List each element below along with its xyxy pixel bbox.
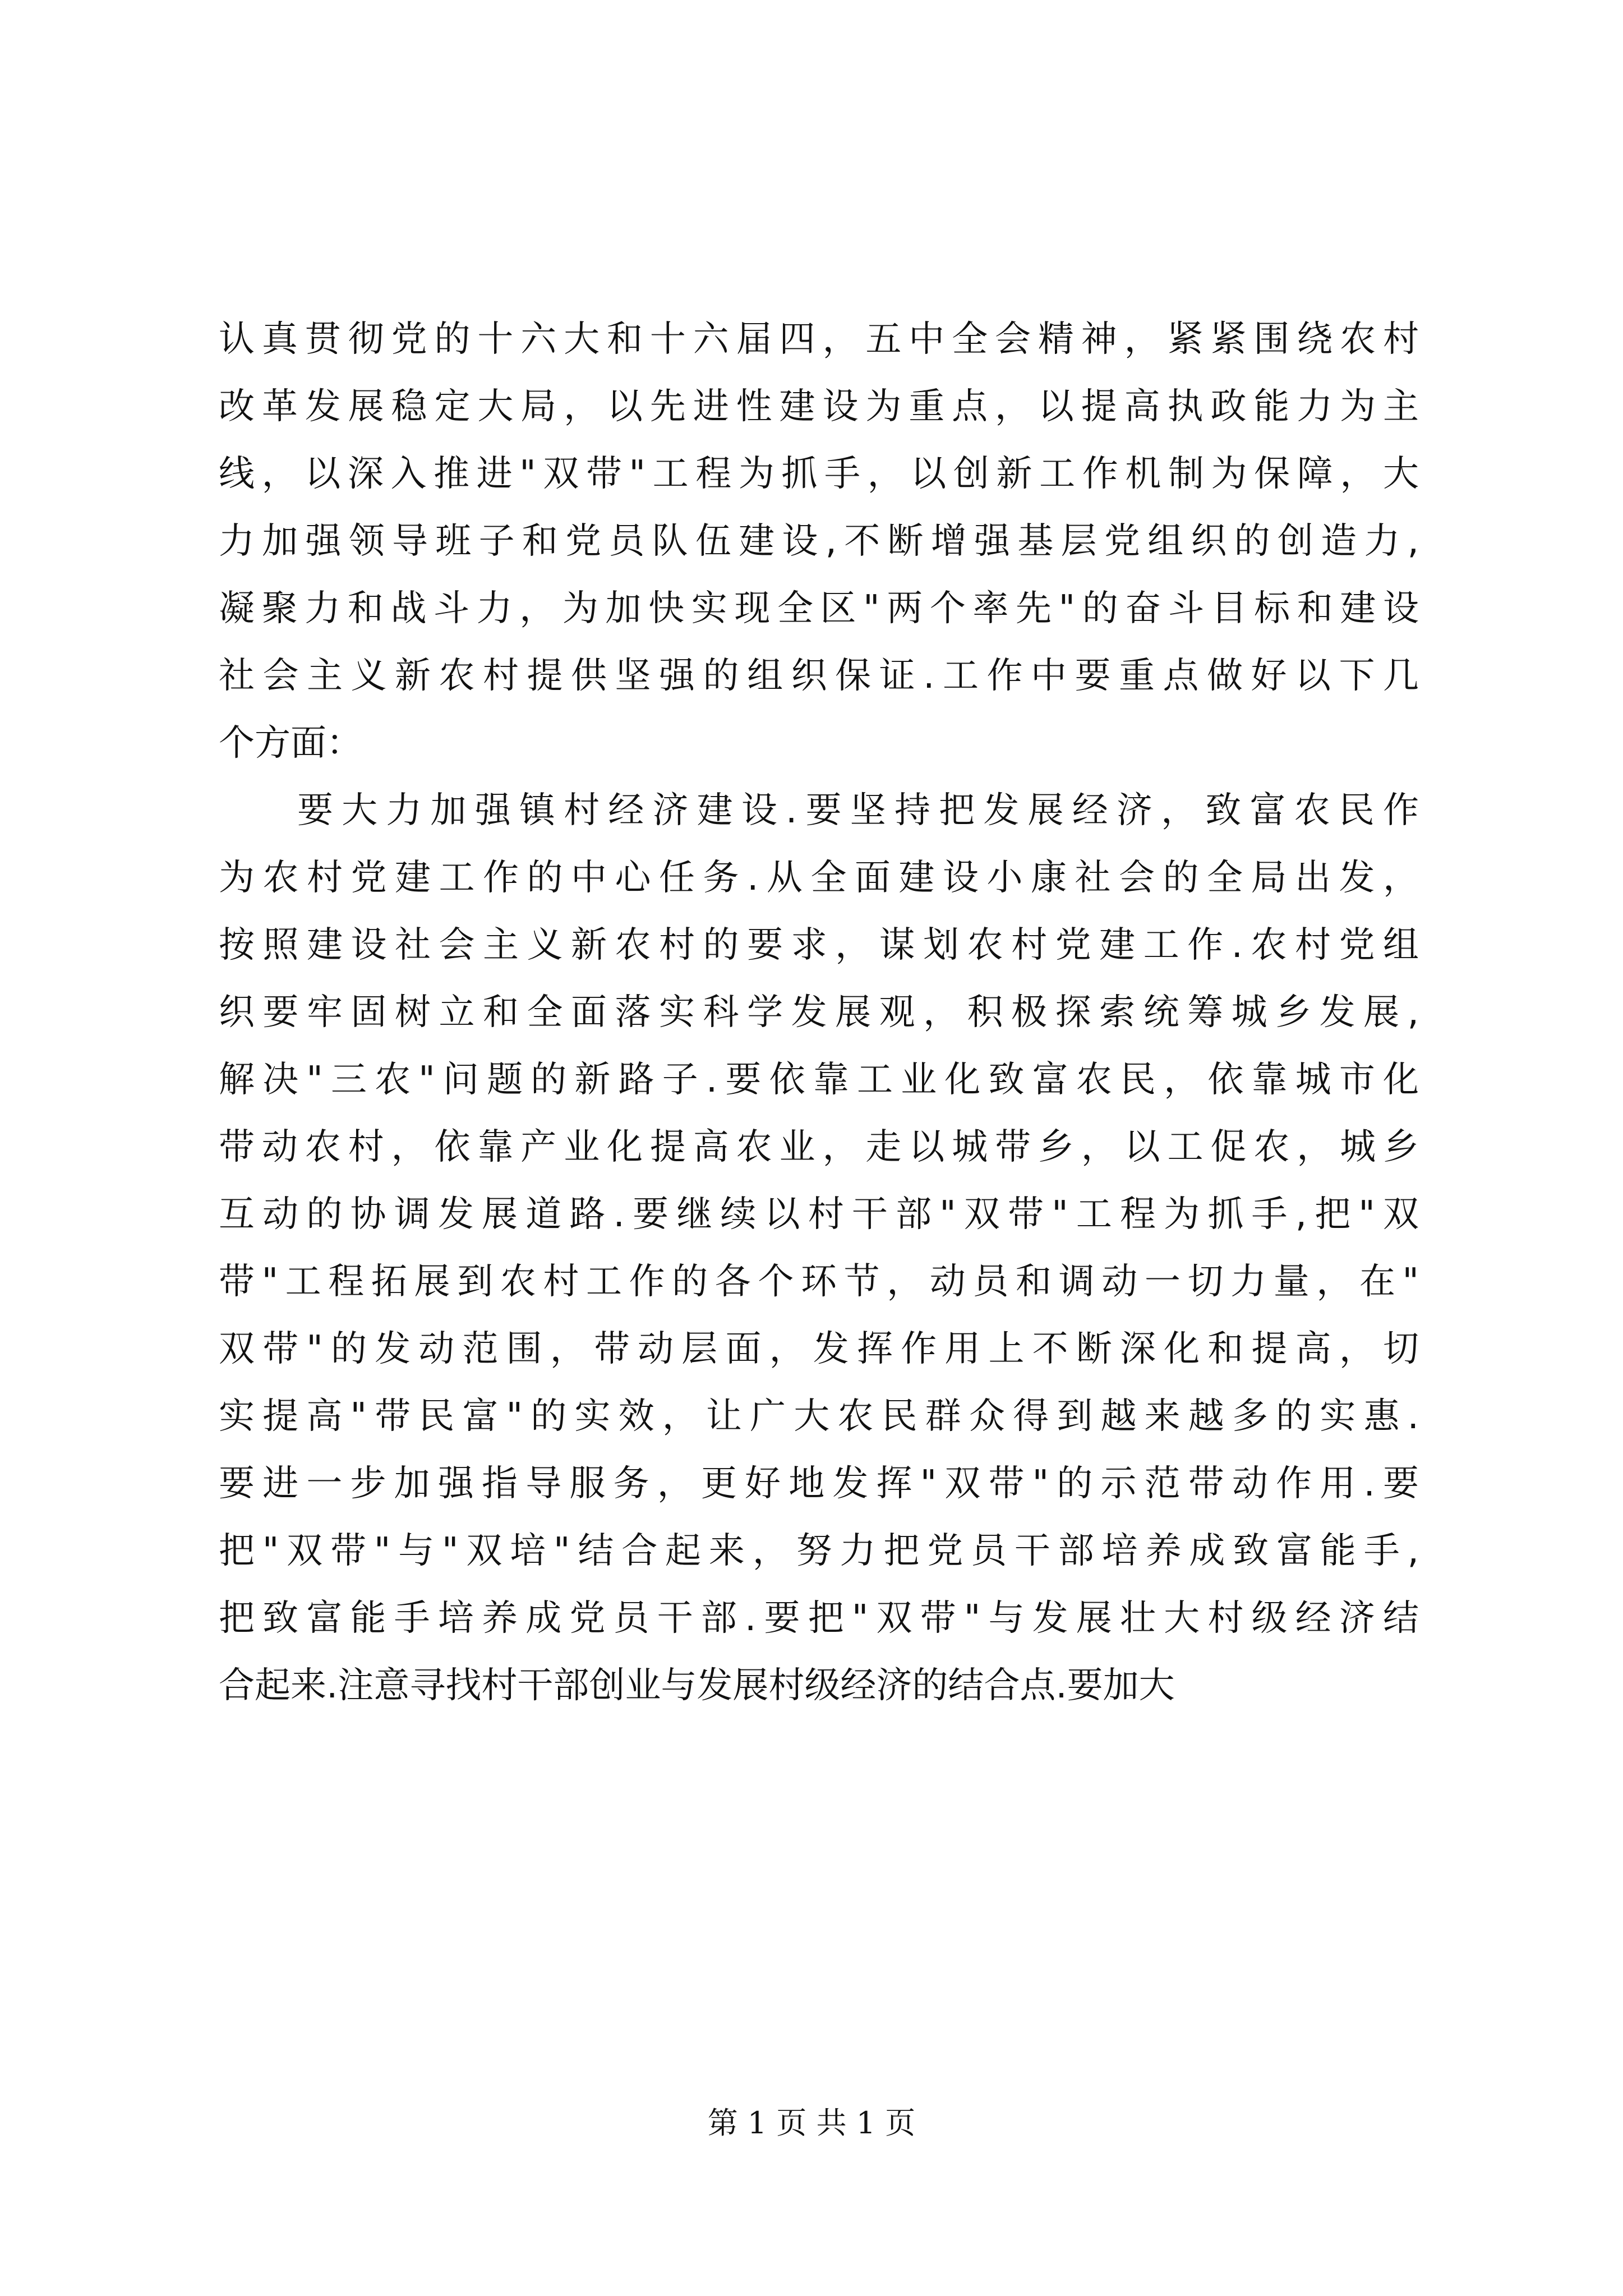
text-line: 双带"的发动范围，带动层面，发挥作用上不断深化和提高，切	[219, 1328, 1419, 1370]
page-footer	[0, 2101, 1623, 2146]
text-line: 要大力加强镇村经济建设.要坚持把发展经济，致富农民作	[297, 790, 1419, 831]
text-line: 实提高"带民富"的实效，让广大农民群众得到越来越多的实惠.	[219, 1396, 1419, 1437]
text-line: 按照建设社会主义新农村的要求，谋划农村党建工作.农村党组	[219, 924, 1419, 966]
paragraph-intro	[219, 306, 1419, 777]
text-line: 织要牢固树立和全面落实科学发展观，积极探索统筹城乡发展,	[219, 992, 1419, 1033]
text-line: 认真贯彻党的十六大和十六届四，五中全会精神，紧紧围绕农村	[219, 319, 1419, 360]
document-body	[219, 306, 1419, 1719]
text-line: 把致富能手培养成党员干部.要把"双带"与发展壮大村级经济结	[219, 1598, 1419, 1639]
text-line: 带"工程拓展到农村工作的各个环节，动员和调动一切力量，在"	[219, 1261, 1419, 1303]
text-line: 带动农村，依靠产业化提高农业，走以城带乡，以工促农，城乡	[219, 1126, 1419, 1168]
text-line: 解决"三农"问题的新路子.要依靠工业化致富农民，依靠城市化	[219, 1059, 1419, 1101]
text-line: 合起来.注意寻找村干部创业与发展村级经济的结合点.要加大	[219, 1665, 1175, 1706]
text-line: 凝聚力和战斗力，为加快实现全区"两个率先"的奋斗目标和建设	[219, 588, 1419, 629]
text-line: 为农村党建工作的中心任务.从全面建设小康社会的全局出发，	[219, 857, 1419, 899]
text-line: 互动的协调发展道路.要继续以村干部"双带"工程为抓手,把"双	[219, 1194, 1419, 1235]
text-line: 改革发展稳定大局，以先进性建设为重点，以提高执政能力为主	[219, 386, 1419, 427]
page-number-label: 第 1 页 共 1 页	[707, 2105, 916, 2141]
text-line: 社会主义新农村提供坚强的组织保证.工作中要重点做好以下几	[219, 655, 1419, 697]
text-line: 力加强领导班子和党员队伍建设,不断增强基层党组织的创造力,	[219, 521, 1419, 562]
text-line: 把"双带"与"双培"结合起来，努力把党员干部培养成致富能手,	[219, 1530, 1419, 1572]
text-line: 要进一步加强指导服务，更好地发挥"双带"的示范带动作用.要	[219, 1463, 1419, 1504]
text-line: 个方面：	[219, 723, 362, 764]
paragraph-economic-construction	[219, 777, 1419, 1719]
text-line: 线，以深入推进"双带"工程为抓手，以创新工作机制为保障，大	[219, 453, 1419, 495]
